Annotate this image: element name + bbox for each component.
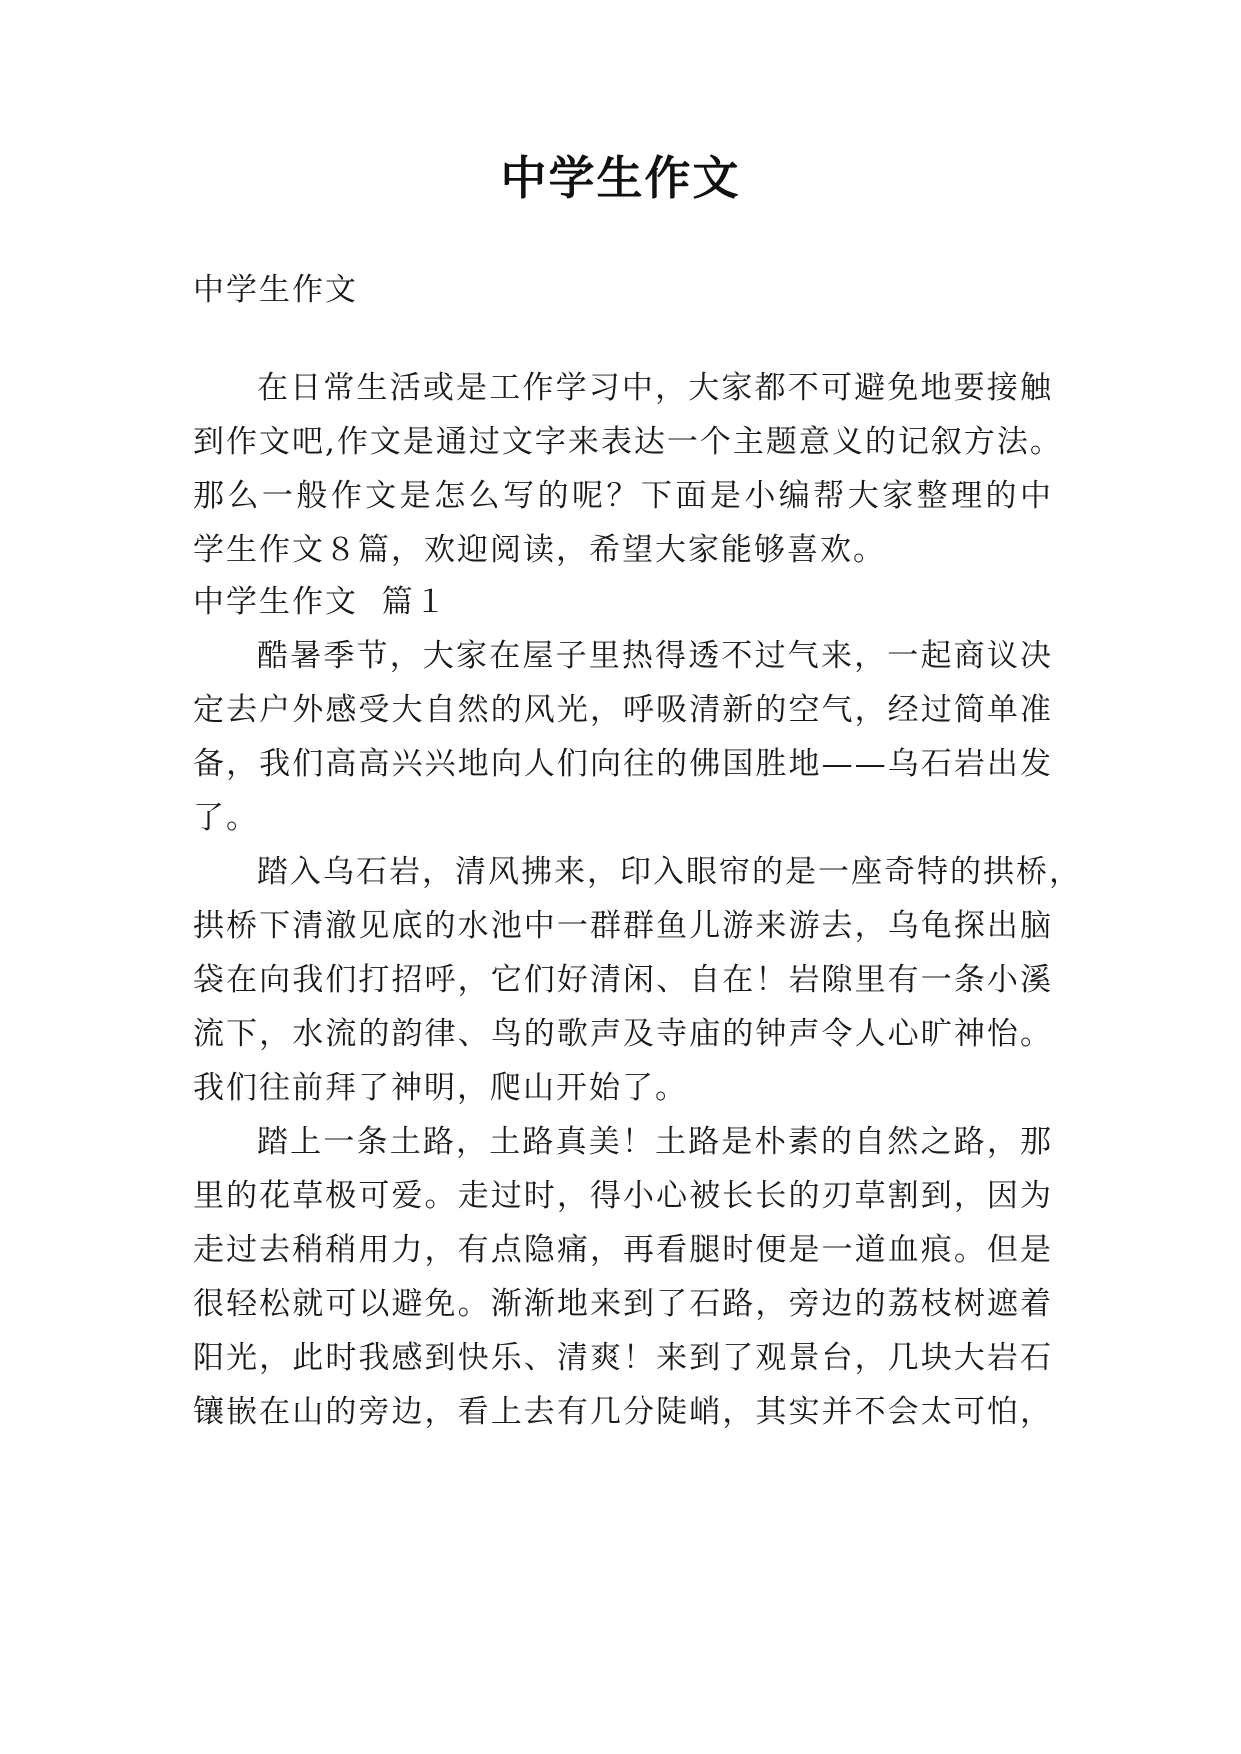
paragraph-line: 流下，水流的韵律、鸟的歌声及寺庙的钟声令人心旷神怡。 (193, 1016, 1053, 1052)
paragraph-line: 走过去稍稍用力，有点隐痛，再看腿时便是一道血痕。但是 (193, 1232, 1053, 1268)
paragraph-line: 踏入乌石岩，清风拂来，印入眼帘的是一座奇特的拱桥， (257, 854, 1082, 890)
paragraph-line: 踏上一条土路，土路真美！土路是朴素的自然之路，那 (257, 1124, 1053, 1160)
paragraph-line: 定去户外感受大自然的风光，呼吸清新的空气，经过简单准 (193, 692, 1053, 728)
paragraph-line: 镶嵌在山的旁边，看上去有几分陡峭，其实并不会太可怕， (193, 1394, 1053, 1430)
paragraph-line: 到作文吧,作文是通过文字来表达一个主题意义的记叙方法。 (193, 424, 1063, 460)
paragraph-line: 那么一般作文是怎么写的呢？下面是小编帮大家整理的中 (193, 478, 1053, 514)
paragraph-line: 学生作文８篇，欢迎阅读，希望大家能够喜欢。 (193, 532, 886, 568)
paragraph-line: 了。 (193, 800, 259, 836)
paragraph-line: 袋在向我们打招呼，它们好清闲、自在！岩隙里有一条小溪 (193, 962, 1053, 998)
paragraph-line: 拱桥下清澈见底的水池中一群群鱼儿游来游去，乌龟探出脑 (193, 908, 1053, 944)
paragraph-line: 备，我们高高兴兴地向人们向往的佛国胜地——乌石岩出发 (193, 746, 1053, 782)
paragraph-line: 阳光，此时我感到快乐、清爽！来到了观景台，几块大岩石 (193, 1340, 1053, 1376)
paragraph-line: 酷暑季节，大家在屋子里热得透不过气来，一起商议决 (257, 638, 1053, 674)
section-heading: 中学生作文 篇１ (193, 584, 448, 620)
paragraph-line: 很轻松就可以避免。渐渐地来到了石路，旁边的荔枝树遮着 (193, 1286, 1053, 1322)
paragraph-line: 在日常生活或是工作学习中，大家都不可避免地要接触 (257, 370, 1053, 406)
paragraph-line: 我们往前拜了神明，爬山开始了。 (193, 1070, 688, 1106)
paragraph-line: 里的花草极可爱。走过时，得小心被长长的刃草割到，因为 (193, 1178, 1053, 1214)
document-title: 中学生作文 (500, 151, 741, 205)
document-subtitle: 中学生作文 (193, 272, 358, 308)
